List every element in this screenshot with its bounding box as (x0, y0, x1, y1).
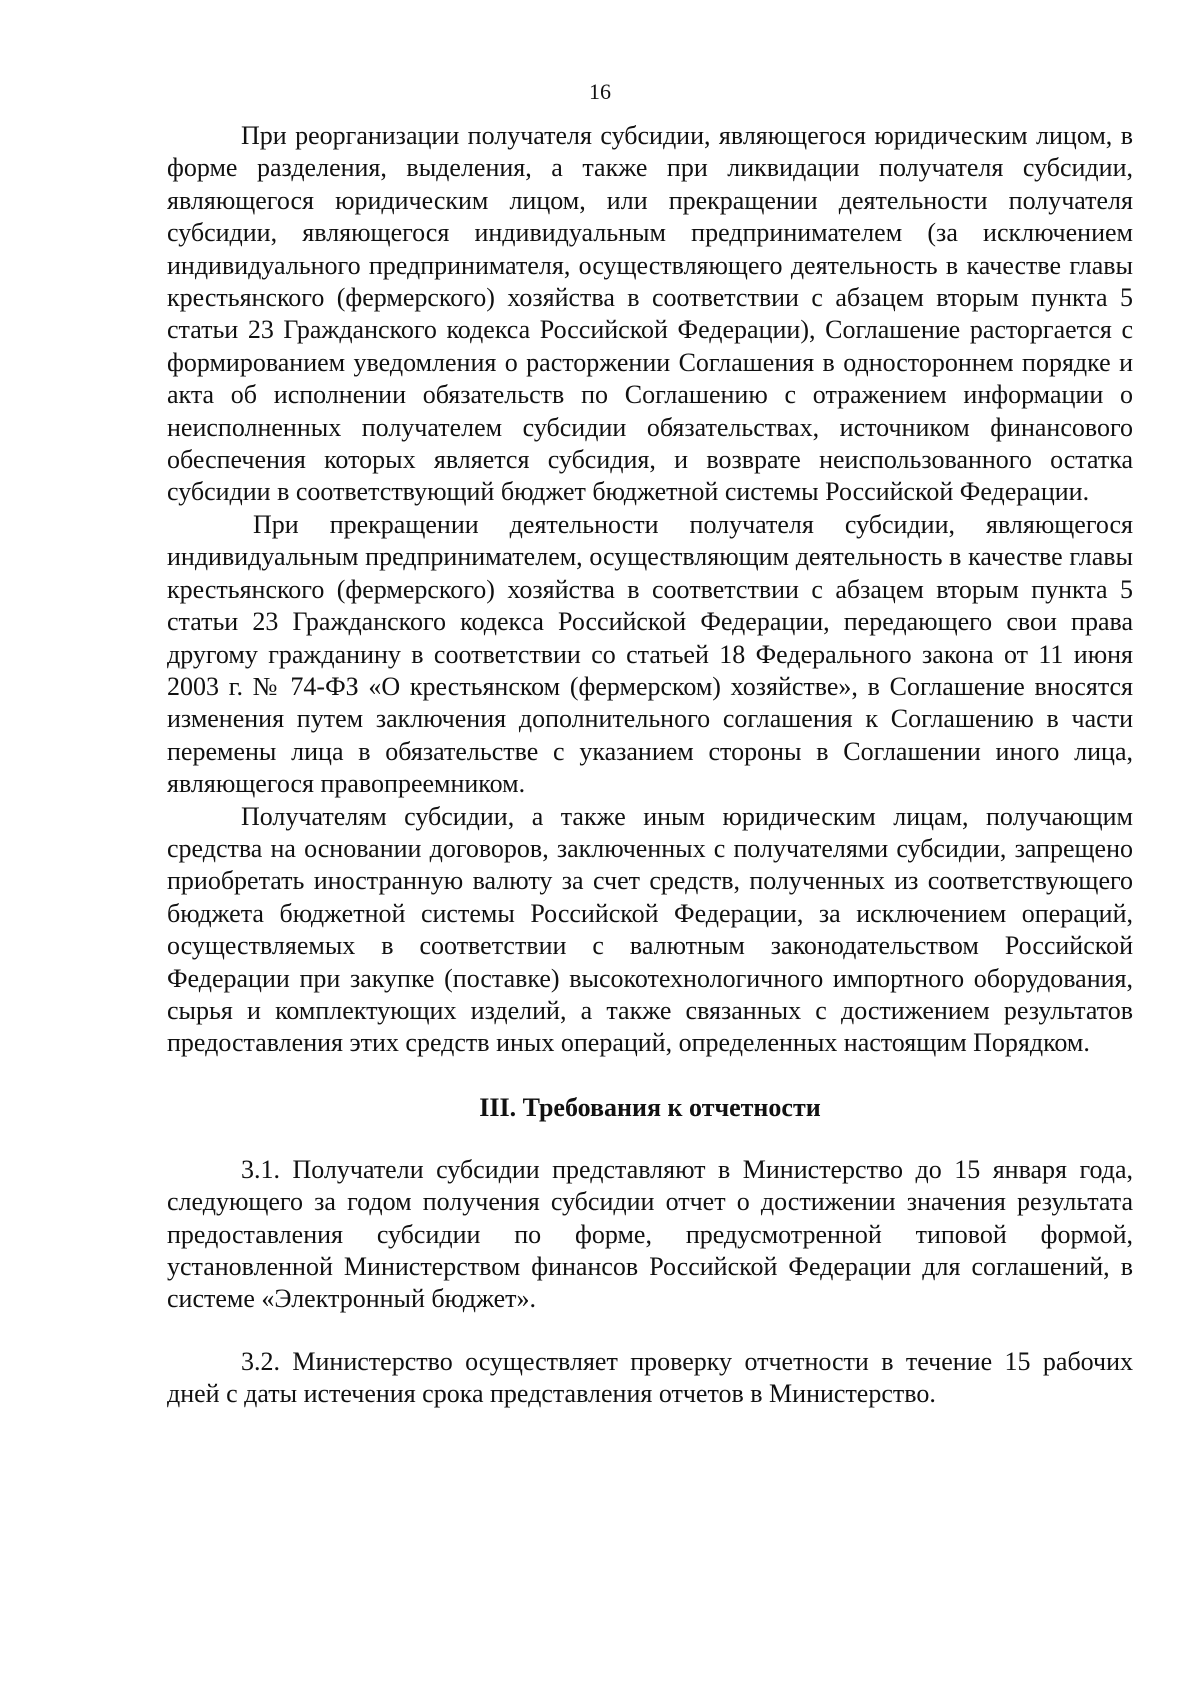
paragraph-foreign-currency: Получателям субсидии, а также иным юридическим лицам, получающим средства на основании договоров, заключенных с получателями субсидии, запрещено приобретать иностранную валюту за счет средств, полученных из соответствующего бюджета бюджетной системы Российской Федерации, за исключением операций, осуществляемых в соответствии с валютным законодательством Российской Федерации при закупке (поставке) высокотехнологичного импортного оборудования, сырья и комплектующих изделий, а также связанных с достижением результатов предоставления этих средств иных операций, определенных настоящим Порядком. (167, 801, 1133, 1058)
paragraph-reorganization: При реорганизации получателя субсидии, являющегося юридическим лицом, в форме разделения, выделения, а также при ликвидации получателя субсидии, являющегося юридическим лицом, или прекращении деятельности получателя субсидии, являющегося индивидуальным предпринимателем (за исключением индивидуального предпринимателя, осуществляющего деятельность в качестве главы крестьянского (фермерского) хозяйства в соответствии с абзацем вторым пункта 5 статьи 23 Гражданского кодекса Российской Федерации), Соглашение расторгается с формированием уведомления о расторжении Соглашения в одностороннем порядке и акта об исполнении обязательств по Соглашению с отражением информации о неисполненных получателем субсидии обязательствах, источником финансового обеспечения которых является субсидия, и возврате неиспользованного остатка субсидии в соответствующий бюджет бюджетной системы Российской Федерации. (167, 121, 1133, 507)
page-number: 16 (589, 79, 611, 104)
paragraph-3-1: 3.1. Получатели субсидии представляют в Министерство до 15 января года, следующего за годом получения субсидии отчет о достижении значения результата предоставления субсидии по форме, предусмотренной типовой формой, установленной Министерством финансов Российской Федерации для соглашений, в системе «Электронный бюджет». (167, 1154, 1133, 1314)
paragraph-termination-entrepreneur: При прекращении деятельности получателя субсидии, являющегося индивидуальным предпринимателем, осуществляющим деятельность в качестве главы крестьянского (фермерского) хозяйства в соответствии с абзацем вторым пункта 5 статьи 23 Гражданского кодекса Российской Федерации, передающего свои права другому гражданину в соответствии со статьей 18 Федерального закона от 11 июня 2003 г. № 74-ФЗ «О крестьянском (фермерском) хозяйстве», в Соглашение вносятся изменения путем заключения дополнительного соглашения к Соглашению в части перемены лица в обязательстве с указанием стороны в Соглашении иного лица, являющегося правопреемником. (167, 509, 1133, 799)
section-heading-reporting: III. Требования к отчетности (479, 1092, 821, 1122)
document-body (167, 120, 1133, 1411)
paragraph-gap (167, 1316, 1133, 1346)
paragraph-3-2: 3.2. Министерство осуществляет проверку отчетности в течение 15 рабочих дней с даты истечения срока представления отчетов в Министерство. (167, 1346, 1133, 1409)
